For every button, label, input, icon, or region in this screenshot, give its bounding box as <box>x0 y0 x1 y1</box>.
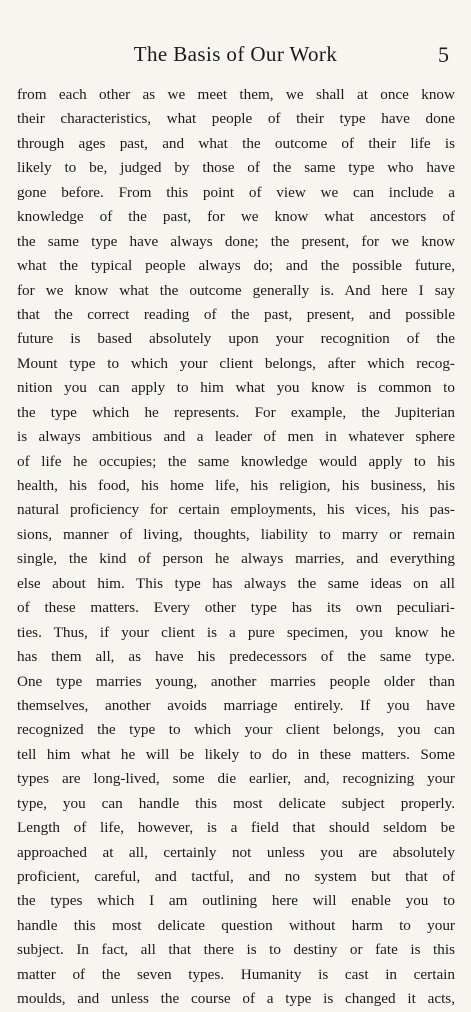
text-line: the types which I am outlining here will enable you to <box>17 892 455 910</box>
text-line: the type which he represents. For example, the Jupiterian <box>17 403 455 421</box>
text-line: sions, manner of living, thoughts, liability to marry or remain <box>17 525 455 543</box>
text-line: approached at all, certainly not unless you are absolutely <box>17 843 455 861</box>
text-line: Mount type to which your client belongs, after which recog- <box>17 354 455 372</box>
text-line: their characteristics, what people of their type have done <box>17 110 455 128</box>
text-line: matter of the seven types. Humanity is cast in certain <box>17 965 455 983</box>
text-line: handle this most delicate question without harm to your <box>17 916 455 934</box>
text-line: of these matters. Every other type has its own peculiari- <box>17 599 455 617</box>
body-paragraph <box>17 83 455 1012</box>
text-line: subject. In fact, all that there is to destiny or fate is this <box>17 941 455 959</box>
text-line: gone before. From this point of view we can include a <box>17 183 455 201</box>
text-line: Length of life, however, is a field that should seldom be <box>17 819 455 837</box>
running-header <box>0 42 471 72</box>
text-line: has them all, as have his predecessors of the same type. <box>17 648 455 666</box>
text-line: natural proficiency for certain employments, his vices, his pas- <box>17 501 455 519</box>
text-line: what the typical people always do; and the possible future, <box>17 257 455 275</box>
text-line: likely to be, judged by those of the same type who have <box>17 159 455 177</box>
text-line: themselves, another avoids marriage entirely. If you have <box>17 696 455 714</box>
text-line: health, his food, his home life, his religion, his business, his <box>17 477 455 494</box>
text-line: single, the kind of person he always marries, and everything <box>17 550 455 568</box>
page-number: 5 <box>438 42 449 67</box>
text-line: types are long-lived, some die earlier, and, recognizing your <box>17 770 455 788</box>
text-line: ties. Thus, if your client is a pure specimen, you know he <box>17 623 455 641</box>
text-line: future is based absolutely upon your recognition of the <box>17 330 455 348</box>
text-line: recognized the type to which your client belongs, you can <box>17 721 455 739</box>
page-header-title: The Basis of Our Work <box>133 42 338 66</box>
text-line: is always ambitious and a leader of men in whatever sphere <box>17 428 455 446</box>
text-line: type, you can handle this most delicate subject properly. <box>17 794 455 812</box>
text-line: of life he occupies; the same knowledge would apply to his <box>17 452 455 470</box>
text-line: nition you can apply to him what you know is common to <box>17 379 455 397</box>
text-line: tell him what he will be likely to do in these matters. Some <box>17 745 455 763</box>
text-line: else about him. This type has always the same ideas on all <box>17 574 455 592</box>
text-line: moulds, and unless the course of a type is changed it acts, <box>17 990 455 1008</box>
text-line: through ages past, and what the outcome of their life is <box>17 134 455 152</box>
text-line: proficient, careful, and tactful, and no system but that of <box>17 868 455 885</box>
text-line: from each other as we meet them, we shall at once know <box>17 86 455 103</box>
text-line: knowledge of the past, for we know what ancestors of <box>17 208 455 226</box>
text-line: that the correct reading of the past, present, and possible <box>17 305 455 323</box>
text-line: for we know what the outcome generally is. And here I say <box>17 281 455 299</box>
text-line: the same type have always done; the present, for we know <box>17 232 455 250</box>
text-line: One type marries young, another marries people older than <box>17 672 455 690</box>
